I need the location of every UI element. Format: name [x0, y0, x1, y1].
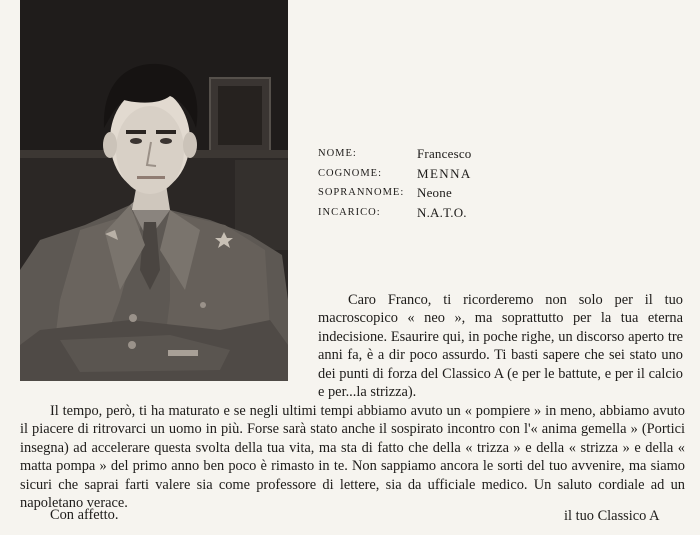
paragraph-intro: Caro Franco, ti ricorderemo non solo per il tuo macroscopico « neo », ma soprattutto per la tua eterna indecisione. Esaurire qui, in poche righe, un discorso aperto tre anni fa, è a dir poco assurdo. Ti basti sapere che sei stato uno dei punti di forza del Classico A (e per le battute, e per il calcio e per...la strizza). — [318, 292, 683, 401]
portrait-photo — [20, 0, 288, 381]
field-label: INCARICO: — [318, 206, 381, 218]
field-value: MENNA — [417, 165, 472, 181]
profile-fields — [318, 146, 548, 224]
field-value: N.A.T.O. — [417, 204, 467, 220]
closing-greeting: Con affetto. — [50, 507, 119, 523]
paragraph-main: Il tempo, però, ti ha maturato e se negli ultimi tempi abbiamo avuto un « pompiere » in meno, abbiamo avuto il piacere di ritrovarci un uomo in più. Forse sarà stato anche il sospirato incontro con l'« anima gemella » (Portici insegna) ad accelerare questa svolta della tua vita, ma sta di fatto che della « trizza » e della « strizza » e della « matta pompa » del primo anno ben poco è rimasto in te. Non sappiamo ancora le sorti del tuo avvenire, ma siamo sicuri che saprai farti valere sia come professore di lettere, sia da ufficiale medico. Un saluto cordiale ad un napoletano verace. — [20, 403, 685, 512]
field-value: Neone — [417, 185, 452, 200]
field-value: Francesco — [417, 146, 472, 161]
field-soprannome — [318, 185, 548, 205]
field-incarico — [318, 205, 548, 225]
field-label: SOPRANNOME: — [318, 187, 405, 198]
field-label: NOME: — [318, 148, 357, 159]
field-nome — [318, 146, 548, 166]
field-label: COGNOME: — [318, 167, 383, 179]
field-cognome — [318, 166, 548, 186]
closing-signature: il tuo Classico A — [564, 508, 660, 524]
